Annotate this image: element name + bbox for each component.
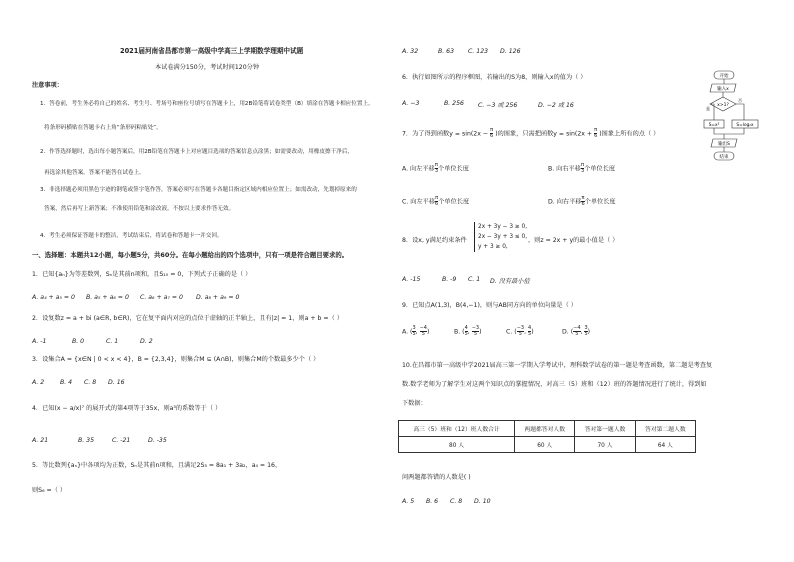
note-2b: 再选涂其他答案。答案不能答在试卷上。 <box>44 170 145 176</box>
q2-option-d: D. 2 <box>140 338 153 345</box>
table-cell: 60 人 <box>515 437 575 453</box>
q10-stem-2: 数.数学老师为了解学生对这两个知识点的掌握情况，对高三（5）班和（12）班的答题情况进行了统计，得到如 <box>402 381 707 388</box>
q10-stem-1: 10.在昌都市第一高级中学2021届高三第一学期入学考试中，理科数学试卷的第一题是考查函数，第二题是考查复 <box>402 362 713 369</box>
flow-condition-text: x>1? <box>717 103 729 108</box>
q7-stem <box>402 128 659 139</box>
flow-input-text: 输入x <box>717 87 729 92</box>
q3-stem: 3．设集合A = {x∈N | 0 < x < 4}，B = {2,3,4}，则集合M ⊆ (A∩B)，则集合M的个数最多少个（ ） <box>32 356 320 363</box>
table-cell: 64 人 <box>635 437 695 453</box>
note-3: 3．非选择题必须用黑色字迹的钢笔或签字笔作答，答案必须写在答题卡各题目指定区域内相应位置上；如需改动，先划掉原来的 <box>40 187 357 193</box>
flow-yes-label: 是 <box>706 106 710 111</box>
q2-option-c: C. 1 <box>106 338 119 345</box>
q5-stem: 5．等比数列{aₙ}中各项均为正数，Sₙ是其前n项和，且满足2S₃ = 8a₁ + 3a₂，a₄ = 16， <box>32 462 282 469</box>
q10-stem-3: 下数据： <box>402 400 427 407</box>
q8-constraint-system <box>474 222 527 252</box>
q4-option-c: C. -21 <box>112 437 131 444</box>
table-cell: 80 人 <box>399 437 515 453</box>
q2-option-a: A. -1 <box>32 338 47 345</box>
q10-data-table <box>398 420 696 453</box>
q1-option-c: C. a₆ + a₇ = 0 <box>140 294 183 301</box>
q8-option-a: A. -15 <box>402 276 421 283</box>
flow-no-label: 否 <box>738 98 742 103</box>
q9-option-d: D. ( $\frac{-4}{5}$ , $\frac{3}{5}$ ) <box>562 325 591 337</box>
q7-option-d: D. 向右平移 $\frac{\pi}{6}$ 个单位长度 <box>548 195 616 207</box>
q5-option-b: B. 63 <box>438 48 455 55</box>
q5-option-c: C. 123 <box>468 48 489 55</box>
q7-option-c: C. 向左平移 $\frac{\pi}{6}$ 个单位长度 <box>402 195 470 207</box>
flow-output-text: 输出S <box>718 142 730 147</box>
q1-option-b: B. a₅ + a₆ = 0 <box>86 294 129 301</box>
q2-stem: 2．设复数z = a + bi (a∈R, b∈R)，它在复平面内对应的点位于虚轴的正半轴上，且有|z| = 1，则a + b =（ ） <box>32 315 343 322</box>
q7-option-a: A. 向左平移 $\frac{\pi}{3}$ 个单位长度 <box>402 162 469 174</box>
q10-option-a: A. 5 <box>402 498 415 505</box>
note-1b: 将条形码横贴在答题卡右上角“条形码粘贴处”。 <box>44 125 162 131</box>
q5-stem-2: 则S₆ =（ ） <box>32 487 67 494</box>
q4-option-b: B. 35 <box>78 437 95 444</box>
q6-option-c: C. −3 或 256 <box>478 102 518 109</box>
q8-constraint-2: 2x − 3y + 3 ≤ 0, <box>478 234 528 240</box>
table-cell: 70 人 <box>575 437 635 453</box>
exam-info: 本试卷满分150分，考试时间120分钟 <box>155 64 260 71</box>
q7-fraction-2: $\frac{\pi}{6}$ <box>594 127 598 139</box>
flow-right-text: S=log₂x <box>736 123 754 128</box>
note-4: 4．考生必须保证答题卡的整洁，考试结束后，将试卷和答题卡一并交回。 <box>40 233 223 239</box>
q8-stem-a: 8．设x, y满足约束条件 <box>402 237 467 244</box>
q4-option-d: D. -35 <box>148 437 167 444</box>
q3-option-c: C. 8 <box>84 379 97 386</box>
q1-option-a: A. a₄ + a₅ = 0 <box>32 294 75 301</box>
q3-option-a: A. 2 <box>32 379 45 386</box>
q2-option-b: B. 0 <box>72 338 85 345</box>
q10-option-b: B. 6 <box>426 498 439 505</box>
flow-end-text: 结束 <box>719 155 729 160</box>
q5-option-a: A. 32 <box>402 48 419 55</box>
q1-stem: 1．已知{aₙ}为等差数列，Sₙ是其前n项和，且S₁₀ = 0，下列式子正确的是（ ） <box>32 271 252 278</box>
flow-left-text: S=x² <box>708 123 720 128</box>
q9-option-b: B. ( $\frac{4}{5}$ , $\frac{-3}{5}$ ) <box>454 325 482 337</box>
q8-constraint-3: y + 3 ≥ 0, <box>478 244 508 250</box>
q7-fraction: $\frac{\pi}{6}$ <box>490 127 494 139</box>
q4-option-a: A. 21 <box>32 437 49 444</box>
q9-option-a: A. ( $\frac{3}{5}$ , $\frac{-4}{5}$ ) <box>402 325 430 337</box>
q8-stem-b: ，则z = 2x + y的最小值是（ ） <box>528 237 619 244</box>
q3-option-d: D. 16 <box>108 379 125 386</box>
flow-start-text: 开始 <box>719 74 729 79</box>
q10-option-d: D. 10 <box>474 498 491 505</box>
q8-option-d: D. 没有最小值 <box>490 278 530 285</box>
q4-stem: 4．已知(x − a/x)⁷ 的展开式的第4项等于35x，则a³的系数等于（ ） <box>32 405 222 412</box>
q6-stem: 6．执行如图所示的程序框图，若输出的S为8，则输入x的值为（ ） <box>402 74 587 81</box>
program-flowchart <box>700 70 768 165</box>
q3-option-b: B. 4 <box>60 379 73 386</box>
table-header-cell: 答对第二题人数 <box>635 421 695 437</box>
q8-constraint-1: 2x + 3y − 3 ≥ 0, <box>478 224 528 230</box>
note-3b: 答案，然后再写上新答案；不准使用铅笔和涂改液。不按以上要求作答无效。 <box>44 206 235 212</box>
q8-option-c: C. 1 <box>468 276 481 283</box>
table-header-row <box>399 421 696 437</box>
note-2: 2．作答选择题时，选出每小题答案后，用2B铅笔在答题卡上对应题目选项的答案信息点涂黑；如需要改动，用橡皮擦干净后， <box>40 149 354 155</box>
exam-title: 2021届河南省昌都市第一高级中学高三上学期数学理期中试题 <box>120 47 304 55</box>
q8-option-b: B. -9 <box>442 276 457 283</box>
q7-stem-b: )的图象，只需把函数y = sin(2x + <box>495 130 593 138</box>
q6-option-d: D. −2 或 16 <box>538 102 574 109</box>
q10-option-c: C. 8 <box>450 498 463 505</box>
table-header-cell: 高三（5）班和（12）班人数合计 <box>399 421 515 437</box>
table-header-cell: 两题都答对人数 <box>515 421 575 437</box>
q7-option-b: B. 向右平移 $\frac{\pi}{3}$ 个单位长度 <box>548 162 616 174</box>
q6-option-a: A. −3 <box>402 100 420 107</box>
q5-option-d: D. 126 <box>500 48 521 55</box>
q9-option-c: C. ( $\frac{-3}{5}$ , $\frac{4}{5}$ ) <box>506 325 534 337</box>
note-1: 1．答卷前，考生务必将自己的姓名、考生号、考场号和座位号填写在答题卡上，用2B铅笔将试卷类型（B）填涂在答题卡相应位置上。 <box>40 101 374 107</box>
q7-stem-a: 7．为了得到函数y = sin(2x − <box>402 130 489 138</box>
q6-option-b: B. 256 <box>444 100 464 107</box>
q1-option-d: D. a₈ + a₉ = 0 <box>196 294 240 301</box>
q7-stem-c: )图象上所有的点（ ） <box>599 130 660 138</box>
q10-question: 问两题都答错的人数是( ) <box>402 474 471 481</box>
table-header-cell: 答对第一题人数 <box>575 421 635 437</box>
table-row <box>399 437 696 453</box>
notes-heading: 注意事项： <box>32 82 63 89</box>
section1-heading: 一、选择题：本题共12小题，每小题5分，共60分。在每小题给出的四个选项中，只有一项是符合题目要求的。 <box>32 251 349 259</box>
q9-stem: 9．已知点A(1,3)，B(4,−1)，则与AB同方向的单位向量是（ ） <box>402 302 577 309</box>
